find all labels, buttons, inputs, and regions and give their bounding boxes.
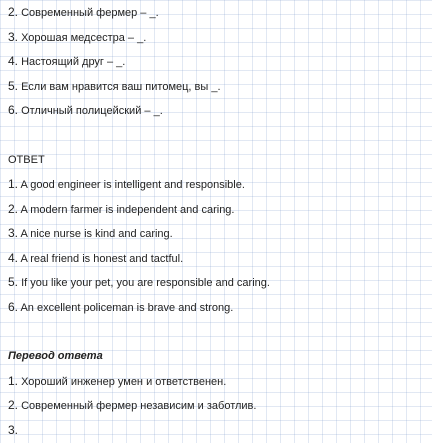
answer-line [8,295,426,320]
translation-line [8,418,426,437]
answer-number: 1. [8,177,19,191]
translation-number: 1. [8,373,19,388]
translation-line [8,369,426,394]
question-text: Если вам нравится ваш питомец, вы _. [21,80,221,93]
translation-text: Хороший инженер умен и ответственен. [21,375,227,388]
question-number: 5. [8,78,19,93]
answer-number: 4. [8,250,19,265]
answer-number: 6. [8,299,19,314]
answer-text: A modern farmer is independent and caring. [20,203,235,216]
answer-line [8,246,426,271]
question-number: 2. [8,5,19,19]
document-page [8,0,426,437]
answer-number: 2. [8,201,19,216]
translation-number: 3. [8,422,19,437]
answer-line [8,172,426,197]
spacer [8,123,426,148]
answer-number: 3. [8,226,19,240]
answer-text: A good engineer is intelligent and responsible. [20,179,245,191]
question-line [8,49,426,74]
question-line [8,74,426,99]
answer-line [8,270,426,295]
answer-line [8,197,426,222]
answer-text: If you like your pet, you are responsible and caring. [21,277,270,289]
question-line [8,25,426,50]
answer-number: 5. [8,275,19,289]
question-text: Современный фермер – _. [21,7,159,19]
answer-text: An excellent policeman is brave and strong. [20,301,234,314]
question-number: 3. [8,29,19,44]
question-text: Хорошая медсестра – _. [21,31,147,44]
answer-heading: ОТВЕТ [8,153,45,166]
spacer [8,319,426,344]
translation-number: 2. [8,398,19,412]
question-text: Настоящий друг – _. [21,56,126,68]
translation-heading: Перевод ответа [8,350,103,362]
translation-text: Современный фермер независим и заботлив. [21,400,257,412]
question-text: Отличный полицейский – _. [21,105,163,117]
question-line [8,98,426,123]
answer-line [8,221,426,246]
answer-text: A nice nurse is kind and caring. [20,228,173,240]
question-number: 6. [8,103,19,117]
translation-line [8,393,426,418]
question-number: 4. [8,54,19,68]
answer-text: A real friend is honest and tactful. [20,252,184,265]
question-line [8,0,426,25]
